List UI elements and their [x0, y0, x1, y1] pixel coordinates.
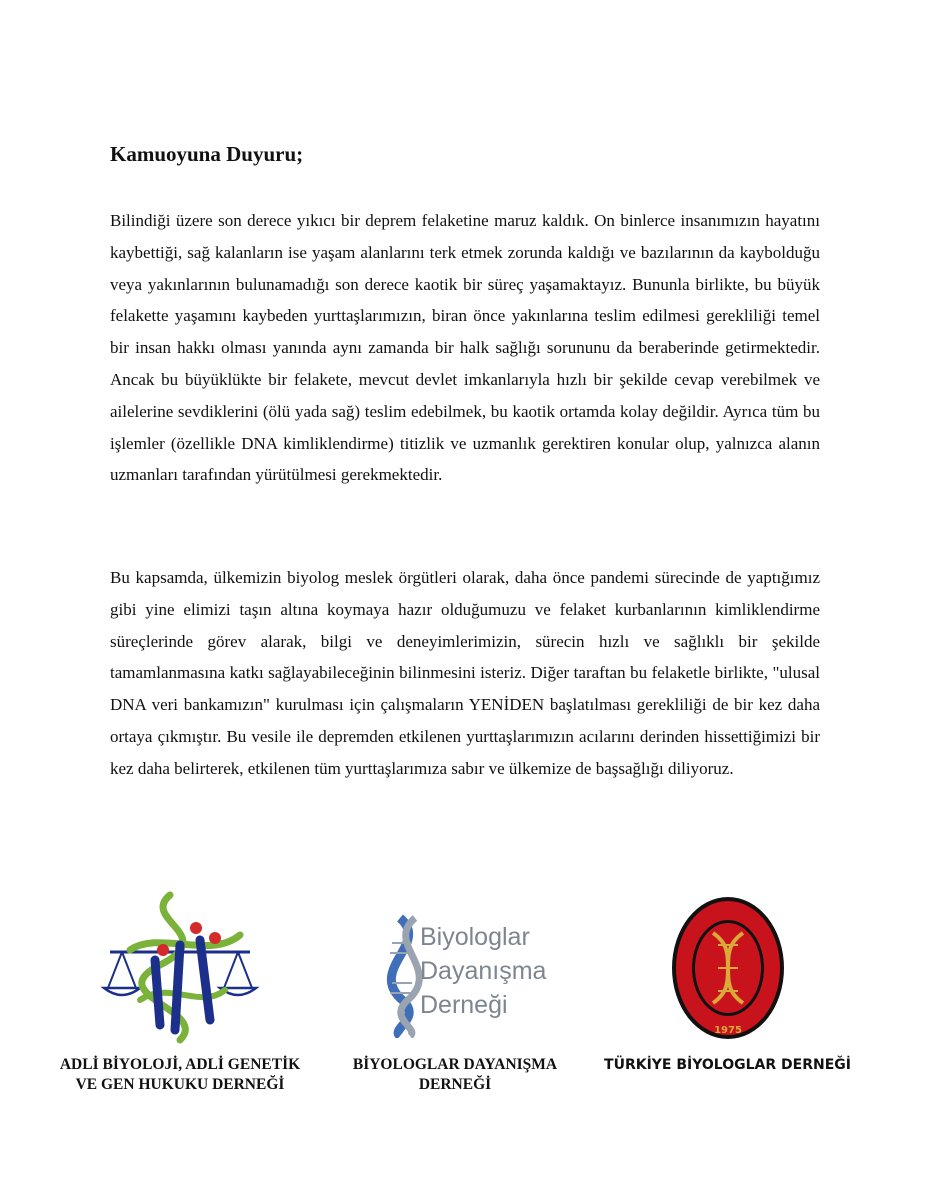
org-name-line1: BİYOLOGLAR DAYANIŞMA [352, 1056, 558, 1073]
org-turkiye-biyologlar [595, 880, 860, 1075]
org-name-line2: VE GEN HUKUKU DERNEĞİ [75, 1076, 285, 1093]
org-biyologlar-dayanisma [330, 880, 580, 1095]
announcement-paragraph-1: Bilindiği üzere son derece yıkıcı bir deprem felaketine maruz kaldık. On binlerce insanımızın hayatını kaybettiği, sağ kalanların ise yaşam alanlarını terk etmek zorunda kaldığı ve bazılarının da kaybolduğu veya yakınlarının bulunamadığı son derece kaotik bir süreç yaşamaktayız. Bununla birlikte, bu büyük felakette yaşamını kaybeden yurttaşlarımızın, biran önce yakınlarına teslim edilmesi gerekliliği temel bir insan hakkı olması yanında aynı zamanda bir halk sağlığı sorununu da beraberinde getirmektedir. Ancak bu büyüklükte bir felakete, mevcut devlet imkanlarıyla hızlı bir şekilde cevap verebilmek ve ailelerine sevdiklerini (ölü yada sağ) teslim edebilmek, bu kaotik ortamda kolay değildir. Ayrıca tüm bu işlemler (özellikle DNA kimliklendirme) titizlik ve uzmanlık gerektiren konular olup, yalnızca alanın uzmanları tarafından yürütülmesi gerekmektedir. [110, 211, 820, 485]
scales-dna-icon [30, 880, 330, 1055]
logo-wordmark: Biyologlar Dayanışma Derneği [420, 923, 547, 1019]
org-name-line2: DERNEĞİ [418, 1076, 492, 1093]
svg-text:1975: 1975 [713, 1024, 742, 1036]
announcement-title: Kamuoyuna Duyuru; [110, 142, 304, 166]
announcement-paragraph-2: Bu kapsamda, ülkemizin biyolog meslek örgütleri olarak, daha önce pandemi sürecinde de yaptığımız gibi yine elimizi taşın altına koymaya hazır olduğumuzu ve felaket kurbanlarının kimliklendirme süreçlerinde görev alarak, bilgi ve deneyimlerimizin, sürecin hızlı ve sağlıklı bir şekilde tamamlanmasına katkı sağlayabileceğinin bilinmesini isteriz. Diğer taraftan bu felaketle birlikte, "ulusal DNA veri bankamızın" kurulması için çalışmaların YENİDEN başlatılması gerekliliği de bir kez daha ortaya çıkmıştır. Bu vesile ile depremden etkilenen yurttaşlarımızın acılarını derinden hissettiğimizi bir kez daha belirterek, etkilenen tüm yurttaşlarımıza sabır ve ülkemize de başsağlığı diliyoruz. [110, 568, 820, 778]
org-name: TÜRKİYE BİYOLOGLAR DERNEĞİ [604, 1057, 851, 1073]
org-name-line1: ADLİ BİYOLOJİ, ADLİ GENETİK [59, 1056, 301, 1073]
dna-seal-icon [595, 880, 860, 1055]
org-adli-biyoloji [30, 880, 330, 1095]
